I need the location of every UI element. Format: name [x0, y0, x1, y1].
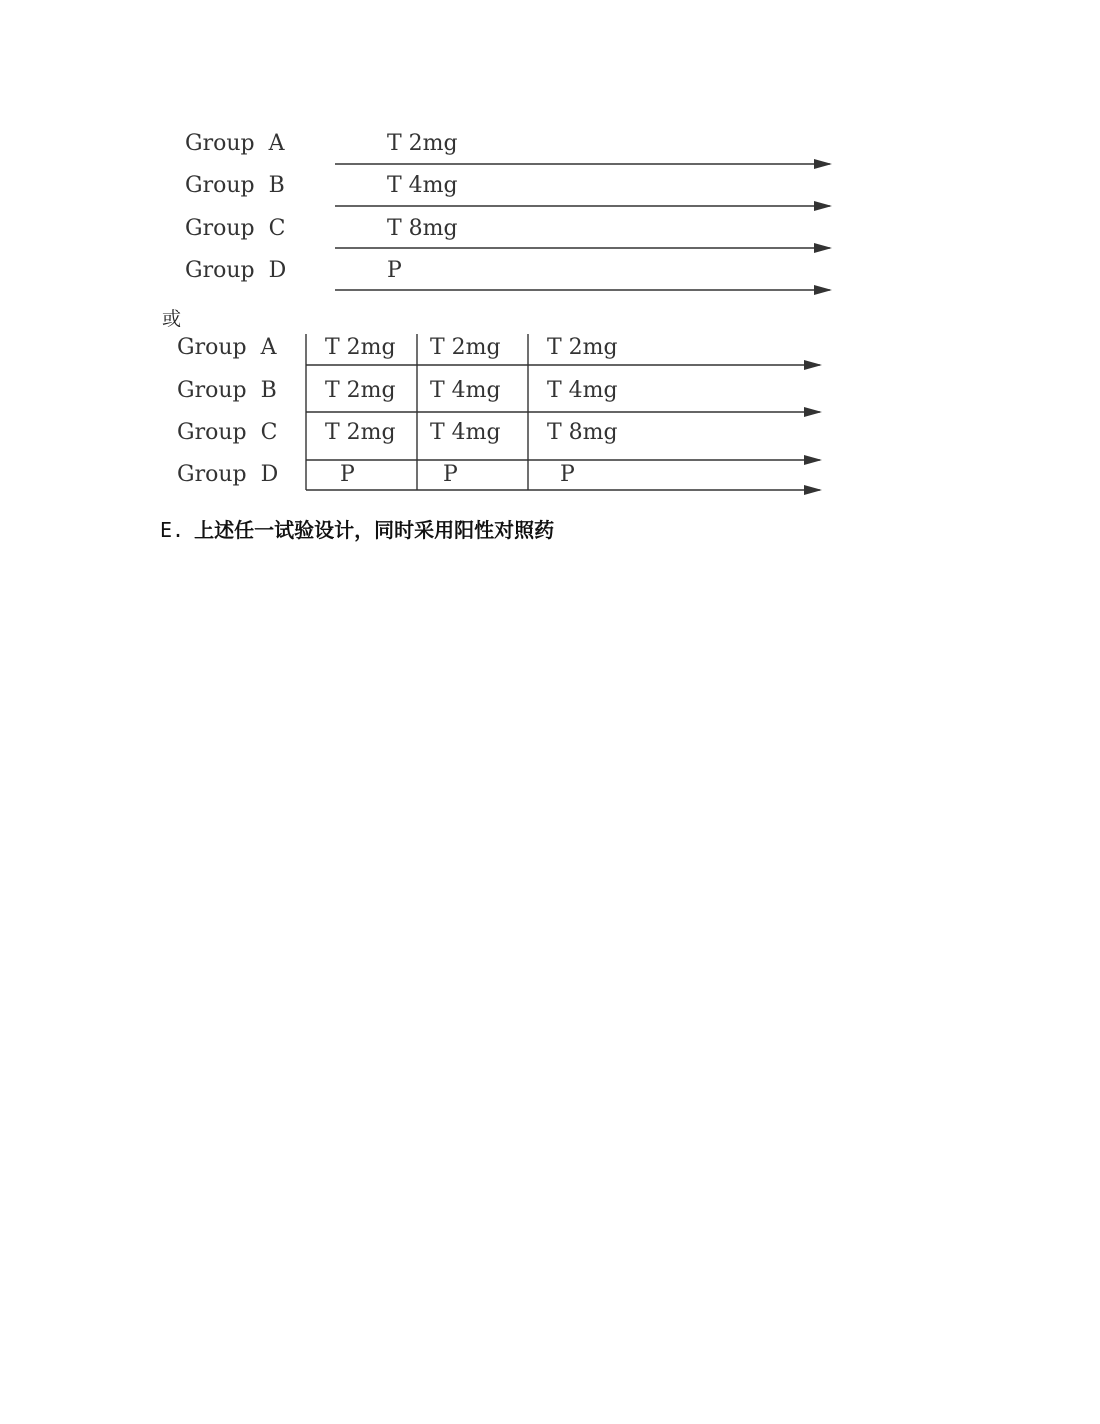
- design1-group-d-label: Group D: [185, 258, 287, 283]
- design2-group-c-dose-2: T 4mg: [430, 420, 501, 445]
- design2-group-a-dose-1: T 2mg: [325, 335, 396, 360]
- design2-group-d-label: Group D: [177, 462, 279, 487]
- design2-group-c-dose-1: T 2mg: [325, 420, 396, 445]
- design2-group-c-label: Group C: [177, 420, 278, 445]
- design1-group-a-dose: T 2mg: [387, 131, 458, 156]
- design1-group-b-label: Group B: [185, 173, 285, 198]
- design2-group-c-dose-3: T 8mg: [547, 420, 618, 445]
- design1-group-c-label: Group C: [185, 216, 286, 241]
- option-e-letter: E.: [160, 518, 185, 542]
- design1-group-c-dose: T 8mg: [387, 216, 458, 241]
- design2-group-d-dose-2: P: [443, 462, 458, 487]
- dose-design-diagram: [0, 0, 1100, 560]
- connector-or: 或: [162, 308, 182, 330]
- design2-group-a-dose-3: T 2mg: [547, 335, 618, 360]
- option-e-text: 上述任一试验设计，同时采用阳性对照药: [194, 518, 555, 542]
- design2-group-a-label: Group A: [177, 335, 277, 360]
- design2-group-a-dose-2: T 2mg: [430, 335, 501, 360]
- design2-group-d-dose-1: P: [340, 462, 355, 487]
- design2-group-b-dose-2: T 4mg: [430, 378, 501, 403]
- design1-group-d-dose: P: [387, 258, 402, 283]
- design1-group-b-dose: T 4mg: [387, 173, 458, 198]
- design2-group-d-dose-3: P: [560, 462, 575, 487]
- design2: [177, 334, 820, 490]
- option-e: [160, 514, 554, 543]
- design2-group-b-label: Group B: [177, 378, 277, 403]
- design2-group-b-dose-3: T 4mg: [547, 378, 618, 403]
- design1: [185, 131, 830, 290]
- design2-group-b-dose-1: T 2mg: [325, 378, 396, 403]
- design1-group-a-label: Group A: [185, 131, 285, 156]
